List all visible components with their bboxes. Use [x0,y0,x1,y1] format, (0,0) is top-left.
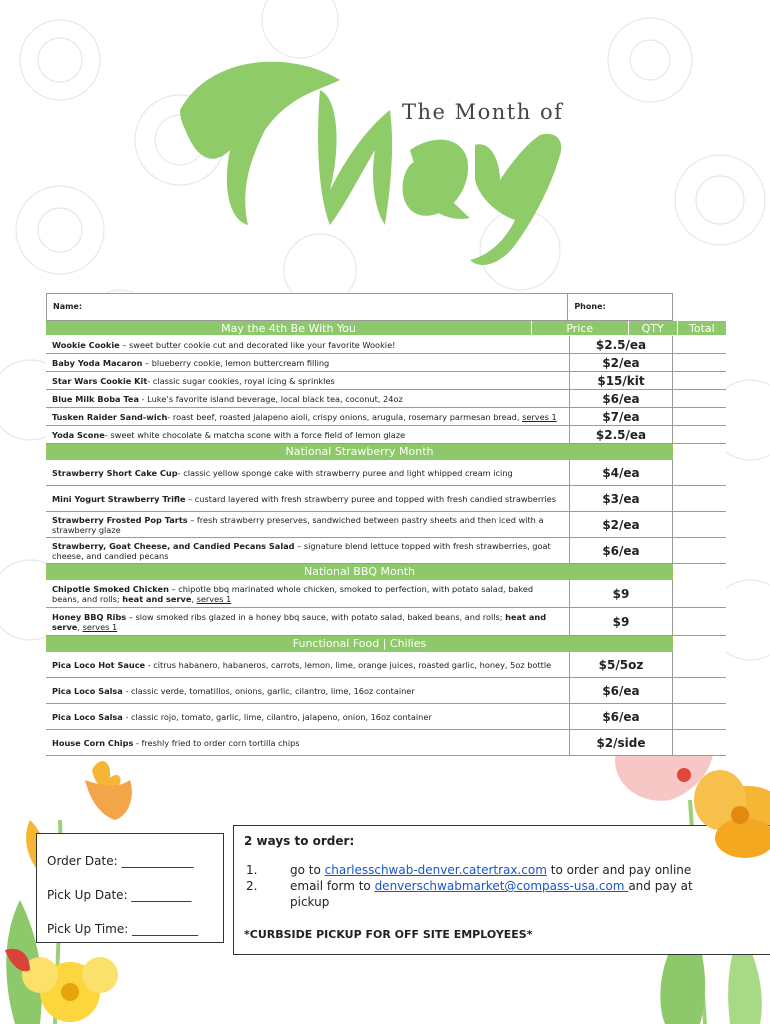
qty-cell[interactable] [673,512,726,537]
email-link[interactable]: denverschwabmarket@compass-usa.com [374,879,629,893]
item-description: – slow smoked ribs glazed in a honey bbq sauce, with potato salad, baked beans, and rolls; [126,611,506,622]
menu-item-row [46,652,726,678]
menu-item-row [46,408,726,426]
item-name: Strawberry Frosted Pop Tarts [52,514,188,525]
item-price: $9 [569,580,673,607]
phone-field[interactable] [568,294,672,320]
order-date-field[interactable]: Order Date: ____________ [47,854,194,868]
item-description: – fresh strawberry preserves, sandwiched between pastry sheets and then iced with a strawberry glaze [52,514,544,535]
menu-item-row [46,512,726,538]
customer-info-row [46,293,673,321]
item-name: Pica Loco Salsa [52,711,123,722]
menu-item-row [46,704,726,730]
qty-cell[interactable] [673,652,726,677]
item-description: - citrus habanero, habaneros, carrots, lemon, lime, orange juices, roasted garlic, honey, 5oz bottle [145,659,552,670]
menu-item-row [46,336,726,354]
qty-cell[interactable] [673,426,726,443]
item-description: - freshly fried to order corn tortilla chips [133,737,300,748]
qty-cell[interactable] [673,486,726,511]
section-header-may4 [46,321,726,336]
item-name: Strawberry Short Cake Cup [52,467,178,478]
may-script-logo [170,40,590,280]
header [170,40,590,280]
item-name: Mini Yogurt Strawberry Trifle [52,493,186,504]
qty-cell[interactable] [673,336,726,353]
item-description: – sweet butter cookie cut and decorated like your favorite Wookie! [119,339,396,350]
qty-cell[interactable] [673,460,726,485]
item-price: $7/ea [569,408,673,425]
item-price: $2/side [569,730,673,755]
qty-cell[interactable] [673,372,726,389]
phone-label: Phone: [574,302,606,311]
step-number: 1. [246,863,258,877]
item-name: Honey BBQ Ribs [52,611,127,622]
section-header-strawberry: National Strawberry Month [46,444,673,460]
menu-item-row [46,730,726,756]
item-price: $4/ea [569,460,673,485]
item-description: - classic sugar cookies, royal icing & sprinkles [147,375,335,386]
item-price: $6/ea [569,678,673,703]
item-price: $2/ea [569,354,673,371]
menu-item-row [46,372,726,390]
item-name: House Corn Chips [52,737,134,748]
item-name: Yoda Scone [52,429,105,440]
item-name: Chipotle Smoked Chicken [52,583,169,594]
ways-title: 2 ways to order: [244,834,355,848]
serving-note: serves 1 [196,593,232,604]
total-column-header: Total [677,321,726,335]
item-price: $3/ea [569,486,673,511]
item-description: - sweet white chocolate & matcha scone with a force field of lemon glaze [104,429,406,440]
item-description: – chipotle bbq marinated whole chicken, smoked to perfection, with potato salad, baked beans, and rolls; [52,583,534,604]
order-sheet [46,293,726,756]
curbside-note: *CURBSIDE PICKUP FOR OFF SITE EMPLOYEES* [244,928,533,941]
item-description: – custard layered with fresh strawberry puree and topped with fresh candied strawberries [185,493,556,504]
qty-cell[interactable] [673,730,726,755]
item-name: Wookie Cookie [52,339,120,350]
name-field[interactable] [47,294,568,320]
item-description: - classic yellow sponge cake with strawberry puree and light whipped cream icing [177,467,513,478]
qty-cell[interactable] [673,390,726,407]
section-header-chilies: Functional Food | Chilies [46,636,673,652]
catertrax-link[interactable]: charlesschwab-denver.catertrax.com [324,863,547,877]
menu-item-row [46,678,726,704]
item-description: - roast beef, roasted jalapeno aioli, crispy onions, arugula, rosemary parmesan bread, [167,411,523,422]
qty-column-header: QTY [628,321,677,335]
item-price: $6/ea [569,704,673,729]
item-price: $9 [569,608,673,635]
prep-note: heat and serve [52,611,547,632]
item-price: $6/ea [569,390,673,407]
ordering-step: 1. go to charlesschwab-denver.catertrax.com to order and pay online [246,863,692,877]
qty-cell[interactable] [673,408,726,425]
order-details-box [36,833,224,943]
qty-cell[interactable] [673,354,726,371]
item-name: Pica Loco Salsa [52,685,123,696]
price-column-header: Price [531,321,628,335]
qty-cell[interactable] [673,608,726,635]
item-name: Star Wars Cookie Kit [52,375,148,386]
item-price: $2.5/ea [569,426,673,443]
item-price: $6/ea [569,538,673,563]
item-description: – signature blend lettuce topped with fresh strawberries, goat cheese, and candied pecans [52,540,551,561]
menu-item-row [46,426,726,444]
item-price: $5/5oz [569,652,673,677]
pickup-time-field[interactable]: Pick Up Time: ___________ [47,922,199,936]
item-name: Baby Yoda Macaron [52,357,143,368]
ordering-step: 2. email form to denverschwabmarket@compass-usa.com and pay at pickup [246,879,693,909]
item-name: Pica Loco Hot Sauce [52,659,146,670]
item-price: $15/kit [569,372,673,389]
item-name: Tusken Raider Sand-wich [52,411,168,422]
section-title: May the 4th Be With You [221,322,356,335]
item-description: – blueberry cookie, lemon buttercream filling [142,357,330,368]
item-description: - classic rojo, tomato, garlic, lime, cilantro, jalapeno, onion, 16oz container [122,711,432,722]
menu-item-row [46,354,726,372]
serving-note: serves 1 [82,621,118,632]
qty-cell[interactable] [673,538,726,563]
item-name: Strawberry, Goat Cheese, and Candied Pecans Salad [52,540,295,551]
item-description: - Luke’s favorite island beverage, local black tea, coconut, 24oz [139,393,403,404]
item-name: Blue Milk Boba Tea [52,393,140,404]
pickup-date-field[interactable]: Pick Up Date: __________ [47,888,192,902]
menu-item-row: Honey BBQ Ribs – slow smoked ribs glazed in a honey bbq sauce, with potato salad, baked beans, and rolls; heat and serve, serves 1 $9 [46,608,726,636]
menu-item-row [46,538,726,564]
menu-item-row [46,486,726,512]
serving-note: serves 1 [522,411,557,422]
section-header-bbq: National BBQ Month [46,564,673,580]
step-number: 2. [246,879,258,893]
menu-item-row [46,390,726,408]
item-description: - classic verde, tomatillos, onions, garlic, cilantro, lime, 16oz container [122,685,415,696]
menu-item-row: Chipotle Smoked Chicken – chipotle bbq marinated whole chicken, smoked to perfection, with potato salad, baked beans, and rolls; heat and serve, serves 1 $9 [46,580,726,608]
qty-cell[interactable] [673,704,726,729]
menu-item-row [46,460,726,486]
name-label: Name: [53,302,83,311]
qty-cell[interactable] [673,580,726,607]
ordering-instructions [233,825,770,955]
item-price: $2/ea [569,512,673,537]
header-subtitle: The Month of [402,100,564,124]
prep-note: heat and serve [122,593,192,604]
item-price: $2.5/ea [569,336,673,353]
qty-cell[interactable] [673,678,726,703]
